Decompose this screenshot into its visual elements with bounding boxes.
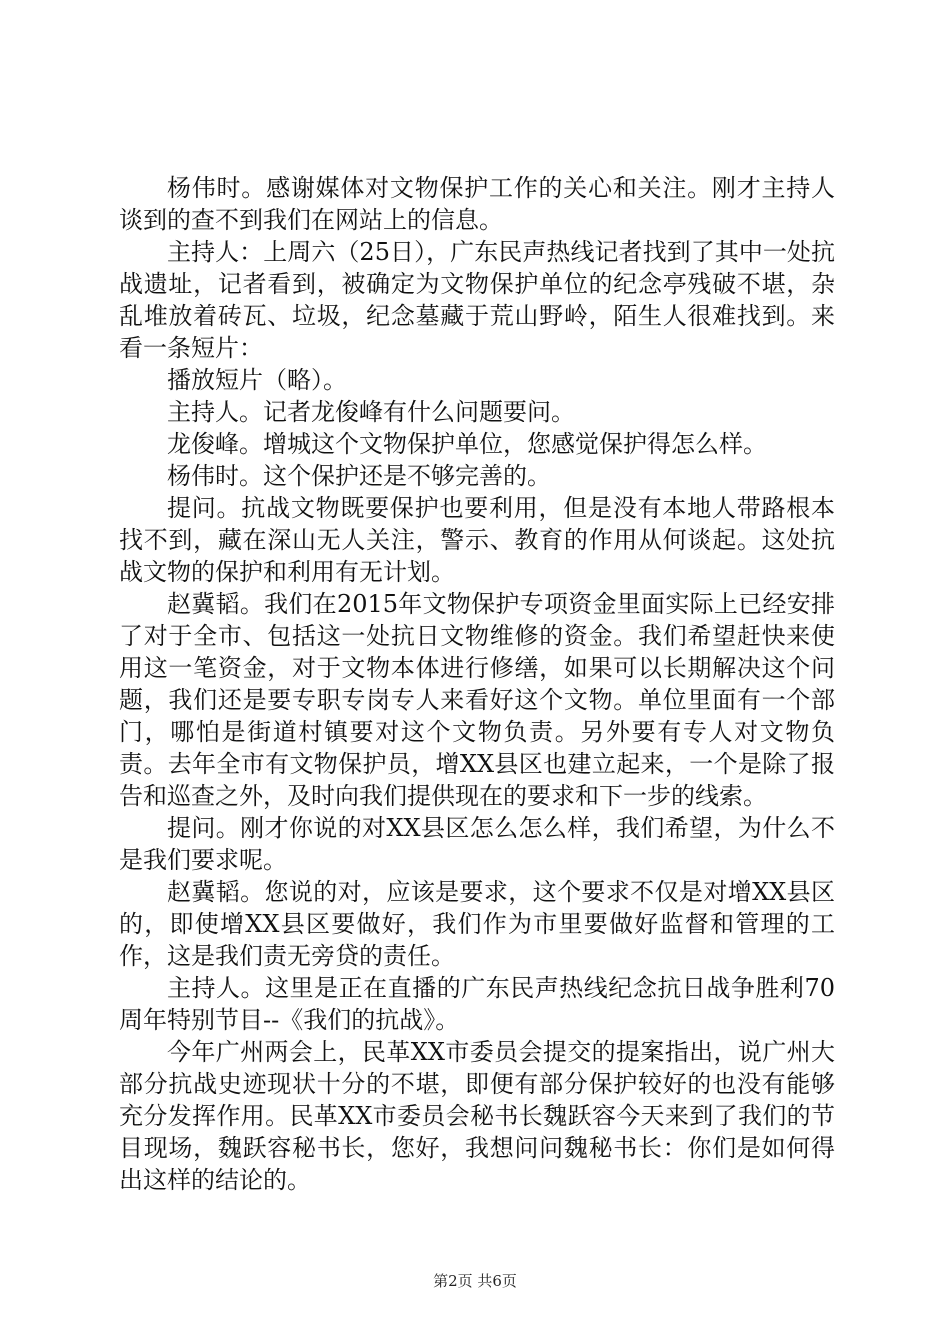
document-body (119, 172, 835, 1196)
paragraph: 杨伟时。这个保护还是不够完善的。 (167, 462, 551, 490)
paragraph: 主持人。这里是正在直播的广东民声热线纪念抗日战争胜利70周年特别节目--《我们的抗战》。 (119, 974, 835, 1034)
paragraph: 今年广州两会上，民革XX市委员会提交的提案指出，说广州大部分抗战史迹现状十分的不堪，即便有部分保护较好的也没有能够充分发挥作用。民革XX市委员会秘书长魏跃容今天来到了我们的节目现场，魏跃容秘书长，您好，我想问问魏秘书长：你们是如何得出这样的结论的。 (119, 1038, 835, 1194)
paragraph: 提问。刚才你说的对XX县区怎么怎么样，我们希望，为什么不是我们要求呢。 (119, 814, 835, 874)
paragraph: 龙俊峰。增城这个文物保护单位，您感觉保护得怎么样。 (167, 430, 767, 458)
paragraph: 提问。抗战文物既要保护也要利用，但是没有本地人带路根本找不到，藏在深山无人关注，警示、教育的作用从何谈起。这处抗战文物的保护和利用有无计划。 (119, 494, 835, 586)
paragraph: 播放短片（略）。 (167, 366, 347, 394)
page-footer: 第2页 共6页 (433, 1272, 517, 1290)
paragraph: 赵冀韬。我们在2015年文物保护专项资金里面实际上已经安排了对于全市、包括这一处抗日文物维修的资金。我们希望赶快来使用这一笔资金，对于文物本体进行修缮，如果可以长期解决这个问题，我们还是要专职专岗专人来看好这个文物。单位里面有一个部门，哪怕是街道村镇要对这个文物负责。另外要有专人对文物负责。去年全市有文物保护员，增XX县区也建立起来，一个是除了报告和巡查之外，及时向我们提供现在的要求和下一步的线索。 (119, 590, 835, 810)
paragraph: 主持人：上周六（25日），广东民声热线记者找到了其中一处抗战遗址，记者看到，被确定为文物保护单位的纪念亭残破不堪，杂乱堆放着砖瓦、垃圾，纪念墓藏于荒山野岭，陌生人很难找到。来看一条短片： (119, 238, 835, 362)
paragraph: 赵冀韬。您说的对，应该是要求，这个要求不仅是对增XX县区的，即使增XX县区要做好，我们作为市里要做好监督和管理的工作，这是我们责无旁贷的责任。 (119, 878, 835, 970)
paragraph: 主持人。记者龙俊峰有什么问题要问。 (167, 398, 575, 426)
paragraph: 杨伟时。感谢媒体对文物保护工作的关心和关注。刚才主持人谈到的查不到我们在网站上的信息。 (119, 174, 835, 234)
